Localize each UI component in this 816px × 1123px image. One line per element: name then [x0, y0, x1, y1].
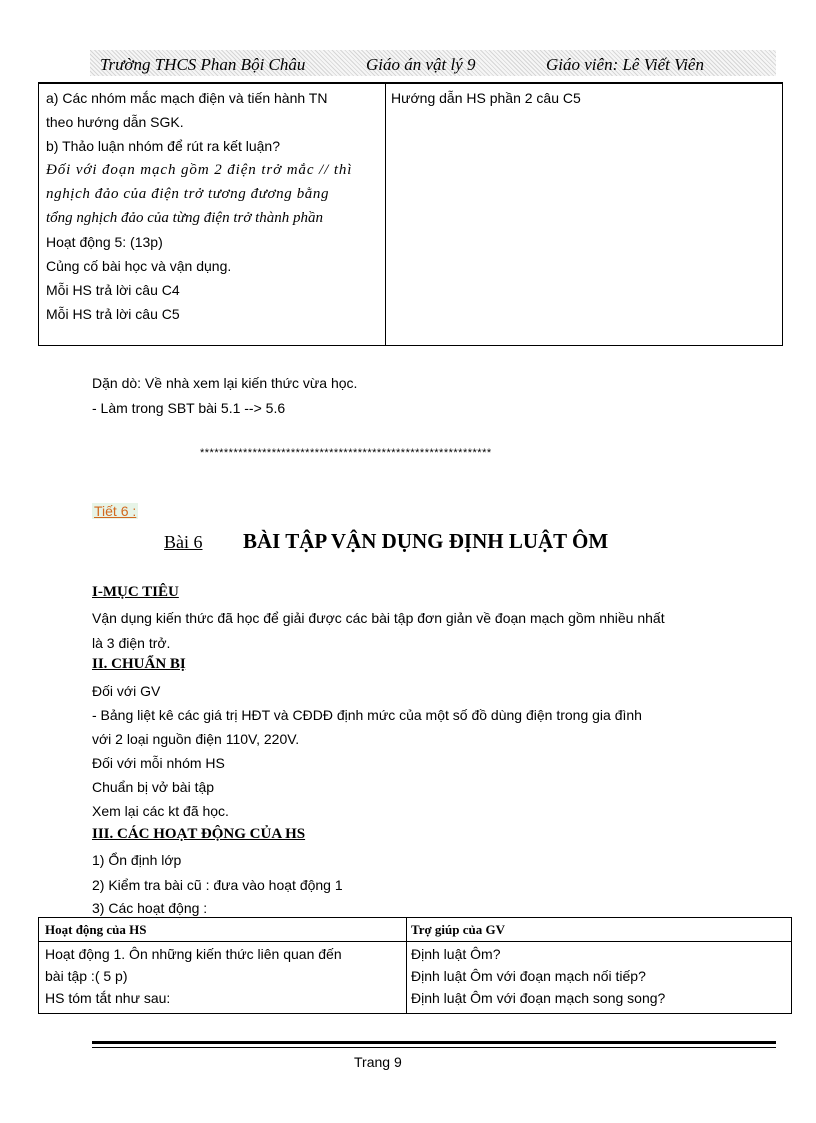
teacher-cell — [411, 943, 665, 1009]
teacher-line: Định luật Ôm với đoạn mạch song song? — [411, 990, 666, 1006]
preparation-line: Đối với mỗi nhóm HS — [92, 755, 225, 771]
table-column-divider — [406, 918, 407, 1013]
lesson-period: Tiết 6 : — [94, 503, 137, 519]
column-header-teacher: Trợ giúp của GV — [411, 922, 505, 937]
table-left-line: b) Thảo luận nhóm để rút ra kết luận? — [46, 138, 281, 154]
teacher-line: Định luật Ôm? — [411, 946, 501, 962]
header-school: Trường THCS Phan Bội Châu — [100, 55, 306, 74]
footer-rule — [92, 1047, 776, 1048]
teacher-line: Định luật Ôm với đoạn mạch nối tiếp? — [411, 968, 646, 984]
section-objectives-heading: I-MỤC TIÊU — [92, 584, 179, 600]
preparation-line: Xem lại các kt đã học. — [92, 803, 229, 819]
header-subject: Giáo án vật lý 9 — [366, 55, 476, 74]
student-line: HS tóm tắt như sau: — [45, 990, 171, 1006]
objective-line: là 3 điện trở. — [92, 635, 171, 651]
table-right-line: Hướng dẫn HS phần 2 câu C5 — [391, 90, 581, 106]
conclusion-line: tổng nghịch đảo của từng điện trở thành phần — [46, 210, 324, 226]
preparation-line: với 2 loại nguồn điện 110V, 220V. — [92, 731, 300, 747]
table-header-rule — [39, 941, 791, 942]
table-left-line: Mỗi HS trả lời câu C5 — [46, 306, 180, 322]
activity-step: 3) Các hoạt động : — [92, 900, 208, 916]
activity-step: 1) Ổn định lớp — [92, 852, 182, 868]
conclusion-line: Đối với đoạn mạch gồm 2 điện trở mắc // thì — [46, 162, 353, 178]
objective-line: Vận dụng kiến thức đã học để giải được các bài tập đơn giản về đoạn mạch gồm nhiều nhất — [92, 610, 665, 626]
table-column-divider — [385, 84, 386, 345]
table-left-cell — [46, 86, 352, 326]
student-cell — [45, 943, 342, 1009]
preparation-line: Đối với GV — [92, 683, 161, 699]
activity-table-continued — [38, 82, 783, 346]
homework-line-2: - Làm trong SBT bài 5.1 --> 5.6 — [92, 400, 286, 416]
table-left-line: theo hướng dẫn SGK. — [46, 114, 184, 130]
student-line: bài tập :( 5 p) — [45, 968, 128, 984]
header-teacher: Giáo viên: Lê Viết Viên — [546, 55, 704, 74]
preparation-line: - Bảng liệt kê các giá trị HĐT và CĐDĐ định mức của một số đồ dùng điện trong gia đình — [92, 707, 642, 723]
table-left-line: Hoạt động 5: (13p) — [46, 234, 163, 250]
lesson-title: BÀI TẬP VẬN DỤNG ĐỊNH LUẬT ÔM — [243, 529, 609, 553]
page-header — [90, 50, 776, 76]
section-preparation-heading: II. CHUẨN BỊ — [92, 656, 186, 672]
section-activities-heading: III. CÁC HOẠT ĐỘNG CỦA HS — [92, 826, 306, 842]
footer-rule — [92, 1041, 776, 1044]
page-number: Trang 9 — [354, 1054, 402, 1070]
preparation-line: Chuẩn bị vở bài tập — [92, 779, 215, 795]
table-left-line: Củng cố bài học và vận dụng. — [46, 258, 232, 274]
homework-line-1: Dặn dò: Về nhà xem lại kiến thức vừa học. — [92, 375, 358, 391]
activities-table — [38, 917, 792, 1014]
activity-step: 2) Kiểm tra bài cũ : đưa vào hoạt động 1 — [92, 877, 343, 893]
table-right-cell — [391, 86, 581, 110]
conclusion-line: nghịch đảo của điện trở tương đương bằng — [46, 186, 330, 202]
table-left-line: Mỗi HS trả lời câu C4 — [46, 282, 180, 298]
star-separator: ************************************************************* — [200, 447, 492, 459]
table-left-line: a) Các nhóm mắc mạch điện và tiến hành TN — [46, 90, 328, 106]
student-line: Hoạt động 1. Ôn những kiến thức liên quan đến — [45, 946, 342, 962]
lesson-number: Bài 6 — [164, 532, 203, 552]
column-header-student: Hoạt động của HS — [45, 922, 147, 937]
